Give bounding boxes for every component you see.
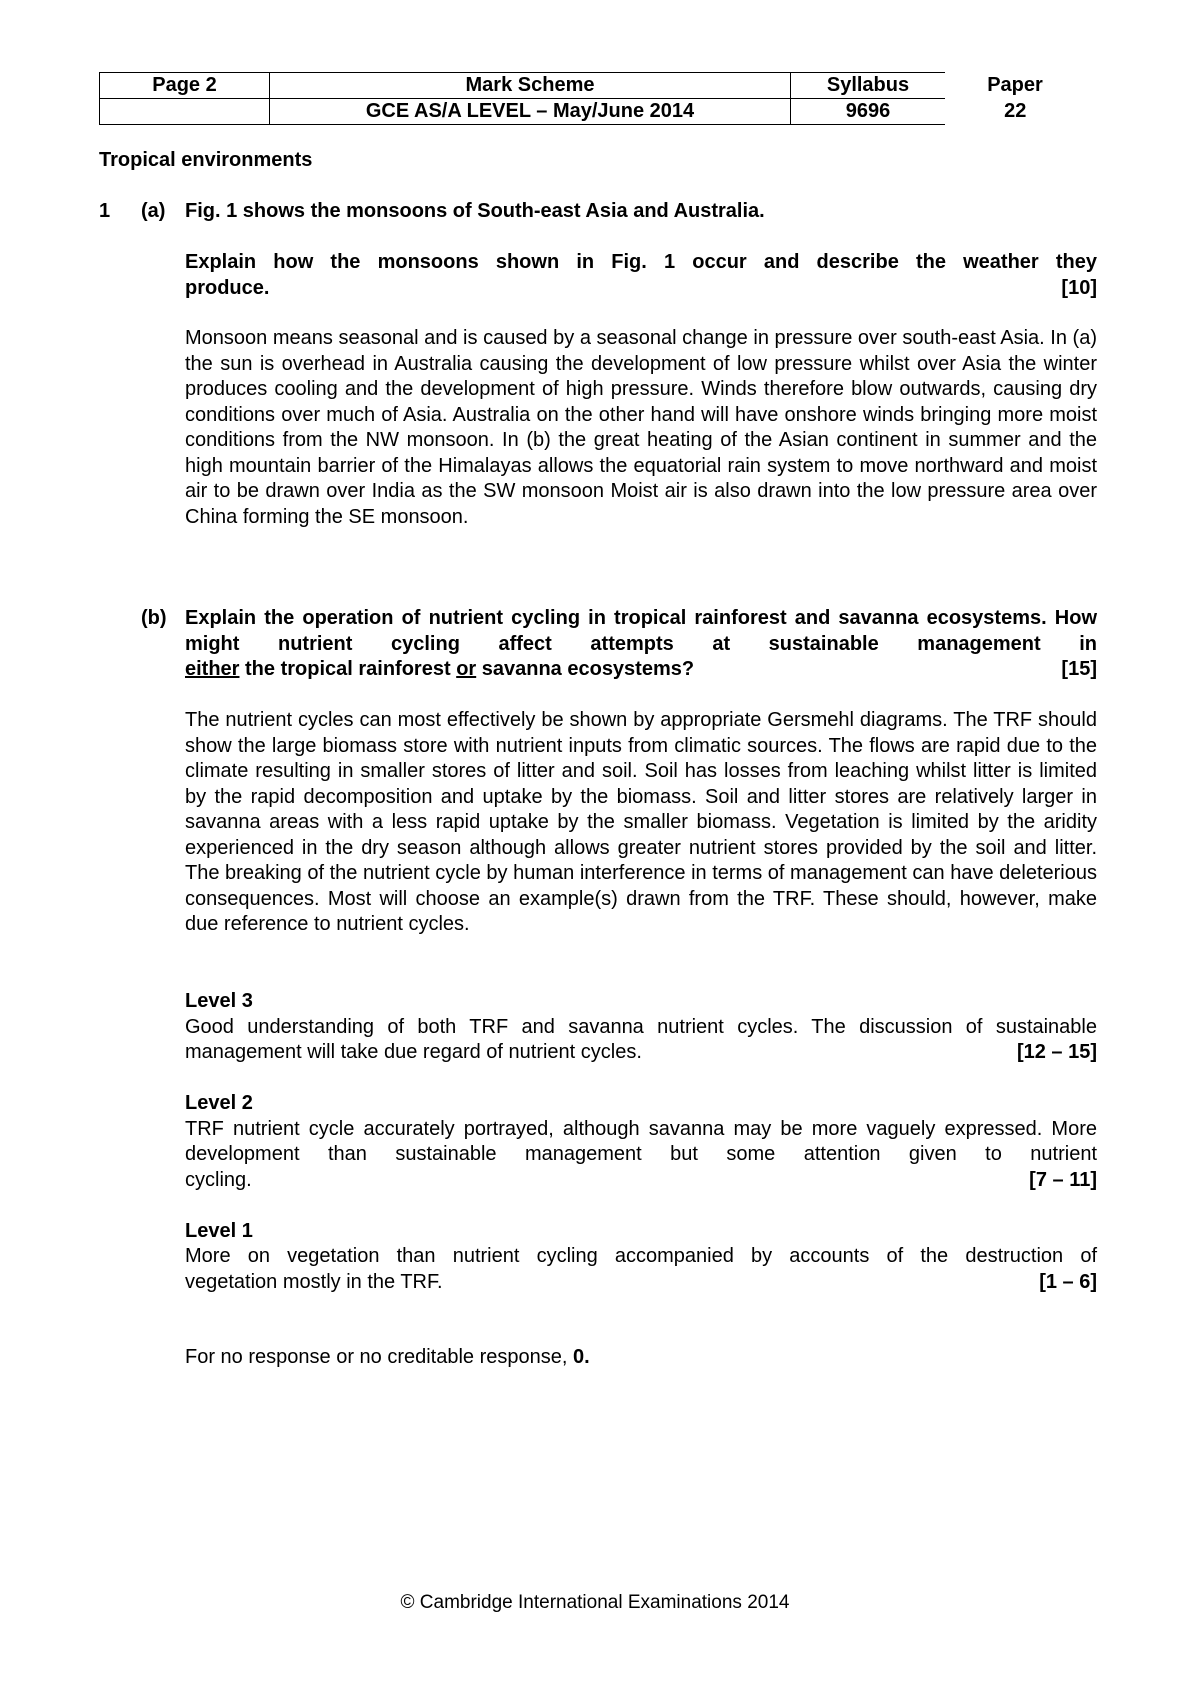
header-page-label: Page 2 — [100, 73, 270, 99]
part-b-label: (b) — [141, 607, 167, 629]
level-2-line1: TRF nutrient cycle accurately portrayed, although savanna may be more vaguely expressed. More development than sustainable management but some attention given to nutrient — [185, 1117, 1097, 1165]
level-2-line2-row — [185, 1168, 1097, 1194]
no-response-text: For no response or no creditable response, — [185, 1346, 573, 1368]
part-b-answer: The nutrient cycles can most effectively be shown by appropriate Gersmehl diagrams. The TRF should show the large biomass store with nutrient inputs from climatic sources. The flows are rapid due to the climate resulting in smaller stores of litter and soil. Soil has losses from leaching whilst litter is limited by the rapid decomposition and uptake by the biomass. Soil and litter stores are relatively larger in savanna areas with a less rapid uptake by the smaller biomass. Vegetation is limited by the aridity experienced in the dry season although allows greater nutrient stores provided by the soil and litter. The breaking of the nutrient cycle by human interference in terms of management can have deleterious consequences. Most will choose an example(s) drawn from the TRF. These should, however, make due reference to nutrient cycles. — [185, 709, 1097, 935]
header-values-row — [100, 99, 1086, 125]
part-a-question-line2: produce. — [185, 276, 270, 299]
level-1-line1: More on vegetation than nutrient cycling accompanied by accounts of the destruction of — [185, 1245, 1097, 1267]
level-3-line2-row — [185, 1040, 1097, 1066]
no-response-line — [185, 1345, 590, 1371]
part-a-intro: Fig. 1 shows the monsoons of South-east Asia and Australia. — [185, 200, 765, 222]
part-a-question-line1: Explain how the monsoons shown in Fig. 1 occur and describe the weather they — [185, 251, 1097, 273]
part-b-question-or: or — [456, 658, 477, 680]
level-3-marks: [12 – 15] — [1016, 1041, 1097, 1063]
part-a-marks: [10] — [1061, 276, 1097, 299]
header-page-value — [100, 99, 270, 125]
part-a-answer: Monsoon means seasonal and is caused by a seasonal change in pressure over south-east Asia. In (a) the sun is overhead in Australia causing the development of low pressure whilst over Asia the winter produces cooling and the development of high pressure. Winds therefore blow outwards, causing dry conditions over much of Asia. Australia on the other hand will have onshore winds bringing more moist conditions from the NW monsoon. In (b) the great heating of the Asian continent in summer and the high mountain barrier of the Himalayas allows the equatorial rain system to move northward and moist air to be drawn over India as the SW monsoon Moist air is also drawn into the low pressure area over China forming the SE monsoon. — [185, 327, 1097, 528]
header-labels-row — [100, 73, 1086, 99]
level-1-line2-row — [185, 1270, 1097, 1296]
section-title: Tropical environments — [99, 149, 313, 171]
level-3-line2: management will take due regard of nutrient cycles. — [185, 1041, 642, 1063]
footer-copyright: © Cambridge International Examinations 2014 — [400, 1592, 790, 1613]
level-1-marks: [1 – 6] — [1039, 1270, 1097, 1293]
level-2-marks: [7 – 11] — [1029, 1168, 1097, 1191]
header-title-label: Mark Scheme — [270, 73, 791, 99]
question-number: 1 — [99, 200, 111, 222]
part-b-question-end: savanna ecosystems? — [476, 658, 695, 680]
level-3-title: Level 3 — [185, 990, 253, 1012]
level-2-line2: cycling. — [185, 1168, 252, 1191]
level-2-title: Level 2 — [185, 1092, 253, 1114]
part-b-question-either: either — [185, 658, 240, 680]
header-paper-label: Paper — [987, 74, 1043, 96]
part-b-question-part1: Explain the operation of nutrient cycling in tropical rainforest and savanna ecosystems. How might nutrient cycling affect attempts at sustainable management in — [185, 607, 1097, 655]
part-b-marks: [15] — [1061, 658, 1097, 680]
header-syllabus-label: Syllabus — [791, 73, 946, 99]
part-a-label: (a) — [141, 200, 166, 222]
header-title-value: GCE AS/A LEVEL – May/June 2014 — [270, 99, 791, 125]
level-1-title: Level 1 — [185, 1219, 253, 1242]
level-1-line2: vegetation mostly in the TRF. — [185, 1270, 443, 1293]
part-a-question-line2-row — [185, 276, 1097, 302]
header-paper-value: 22 — [1004, 100, 1027, 122]
part-b-question-mid: the tropical rainforest — [239, 658, 457, 680]
header-table — [99, 72, 1086, 125]
no-response-mark: 0. — [573, 1346, 590, 1368]
level-3-line1: Good understanding of both TRF and savanna nutrient cycles. The discussion of sustainable — [185, 1015, 1097, 1038]
part-b-question-line3-row — [185, 657, 1097, 683]
header-syllabus-value: 9696 — [791, 99, 946, 125]
